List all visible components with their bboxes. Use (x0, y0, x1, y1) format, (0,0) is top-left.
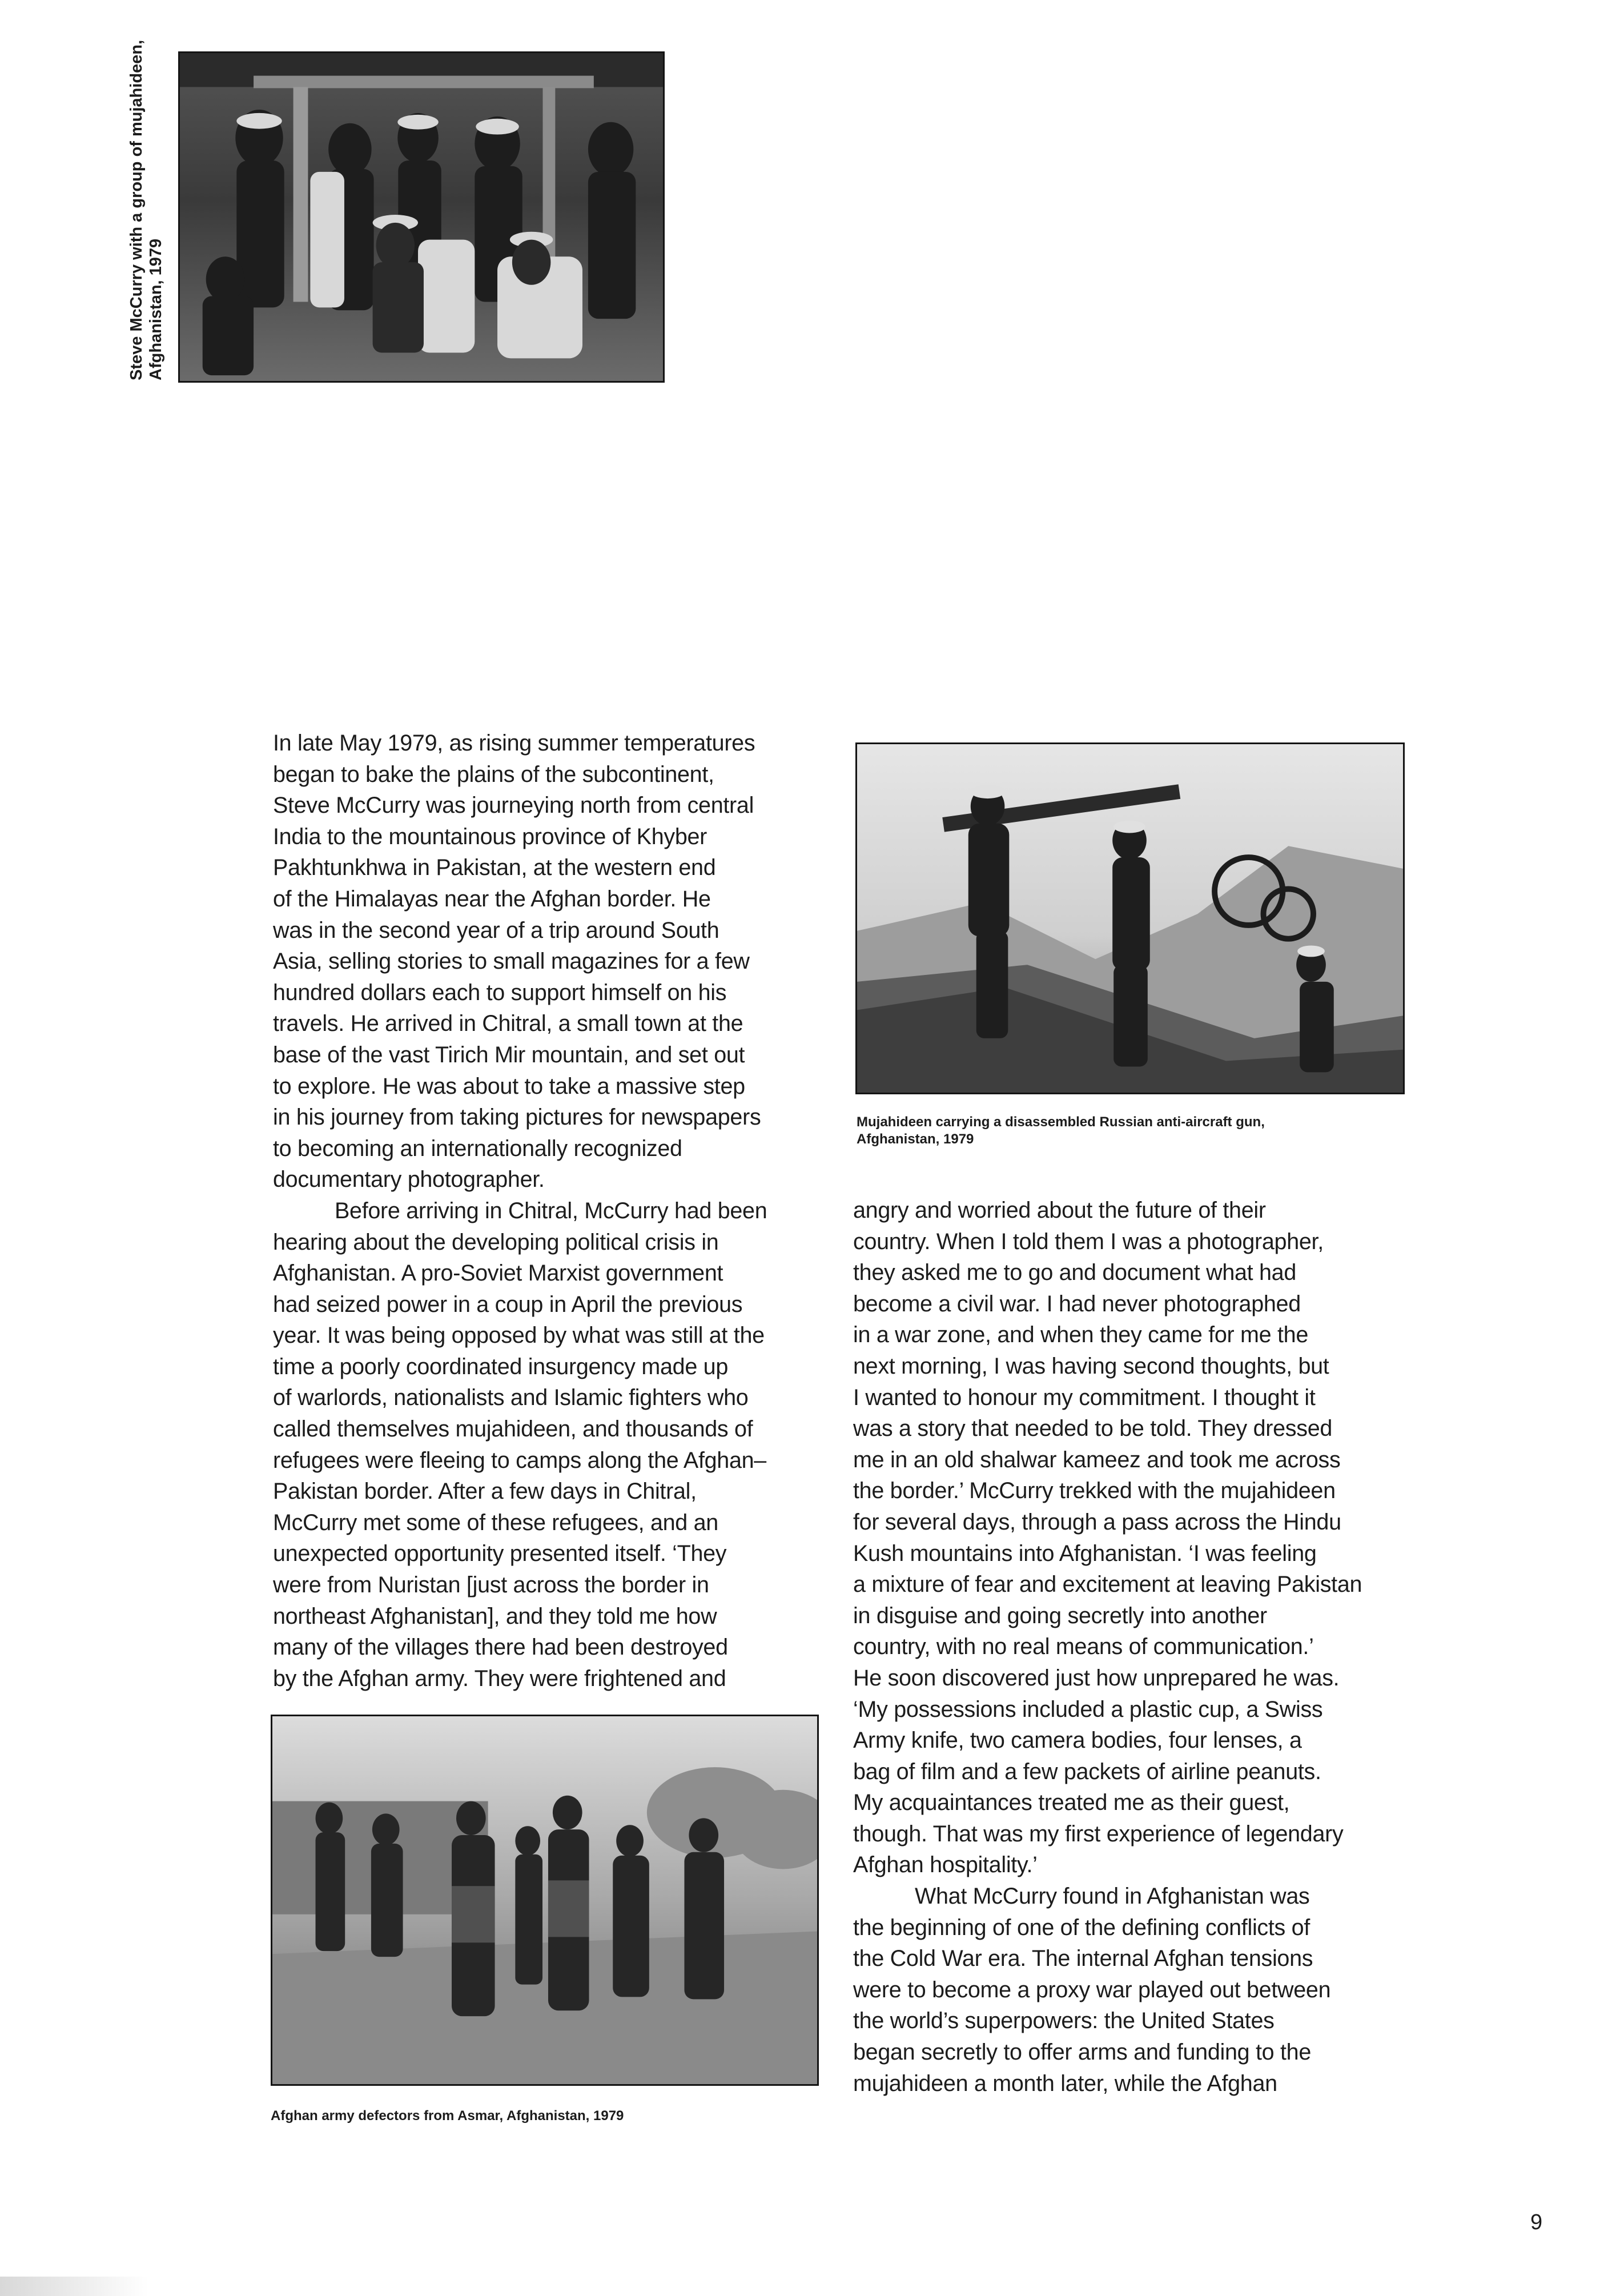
text-line: In late May 1979, as rising summer temperatures (273, 730, 755, 756)
text-line: India to the mountainous province of Khyber (273, 824, 707, 849)
text-line: began to bake the plains of the subcontinent, (273, 761, 714, 787)
text-line: for several days, through a pass across the Hindu (853, 1509, 1341, 1535)
text-line: time a poorly coordinated insurgency made up (273, 1354, 729, 1379)
text-line: Afghanistan. A pro-Soviet Marxist government (273, 1261, 723, 1286)
text-line: the world’s superpowers: the United States (853, 2008, 1275, 2034)
text-line: country. When I told them I was a photographer, (853, 1229, 1324, 1254)
photo-caption-mccurry-group (127, 39, 178, 380)
text-line: called themselves mujahideen, and thousands of (273, 1416, 753, 1442)
caption-line: Afghanistan, 1979 (857, 1131, 974, 1147)
text-line: refugees were fleeing to camps along the Afghan– (273, 1447, 766, 1473)
text-line: in disguise and going secretly into another (853, 1603, 1267, 1628)
text-line: the border.’ McCurry trekked with the mujahideen (853, 1478, 1336, 1504)
text-line: bag of film and a few packets of airline peanuts. (853, 1759, 1321, 1784)
text-line: Army knife, two camera bodies, four lenses, a (853, 1728, 1302, 1753)
text-line: were to become a proxy war played out between (853, 1977, 1331, 2002)
text-line: country, with no real means of communication.’ (853, 1634, 1314, 1660)
text-line: they asked me to go and document what had (853, 1260, 1297, 1286)
text-line: unexpected opportunity presented itself. ‘They (273, 1541, 727, 1567)
text-line: to explore. He was about to take a massive step (273, 1073, 745, 1099)
text-line: year. It was being opposed by what was still at the (273, 1323, 765, 1348)
text-line: was a story that needed to be told. They dressed (853, 1416, 1333, 1442)
caption-line: Steve McCurry with a group of mujahideen, (127, 39, 146, 380)
text-line: by the Afghan army. They were frightened and (273, 1665, 726, 1691)
text-line: Kush mountains into Afghanistan. ‘I was feeling (853, 1540, 1317, 1566)
text-line: What McCurry found in Afghanistan was (915, 1884, 1310, 1909)
text-line: northeast Afghanistan], and they told me how (273, 1603, 717, 1629)
text-line: began secretly to offer arms and funding to the (853, 2040, 1312, 2065)
text-line: next morning, I was having second thoughts, but (853, 1353, 1329, 1379)
text-line: Asia, selling stories to small magazines for a few (273, 949, 750, 974)
scan-edge-shadow (0, 2277, 148, 2296)
text-line: ‘My possessions included a plastic cup, a Swiss (853, 1696, 1323, 1722)
text-line: were from Nuristan [just across the border in (273, 1572, 709, 1598)
text-line: Steve McCurry was journeying north from central (273, 793, 754, 818)
text-line: had seized power in a coup in April the previous (273, 1291, 743, 1317)
text-line: McCurry met some of these refugees, and an (273, 1510, 718, 1535)
caption-line: Afghan army defectors from Asmar, Afghanistan, 1979 (271, 2108, 624, 2124)
text-line: hearing about the developing political crisis in (273, 1229, 719, 1255)
text-line: was in the second year of a trip around South (273, 917, 719, 943)
text-line: a mixture of fear and excitement at leaving Pakistan (853, 1572, 1362, 1597)
text-line: the beginning of one of the defining conflicts of (853, 1914, 1310, 1940)
text-line: travels. He arrived in Chitral, a small town at the (273, 1011, 743, 1037)
text-line: become a civil war. I had never photographed (853, 1291, 1301, 1316)
text-line: Before arriving in Chitral, McCurry had been (335, 1198, 767, 1223)
text-line: me in an old shalwar kameez and took me across (853, 1447, 1341, 1472)
photo-mccurry-with-mujahideen (178, 51, 665, 383)
photo-afghan-army-defectors (271, 1715, 819, 2086)
text-line: in his journey from taking pictures for newspapers (273, 1105, 761, 1130)
text-line: I wanted to honour my commitment. I thought it (853, 1384, 1316, 1410)
text-line: base of the vast Tirich Mir mountain, and set out (273, 1042, 745, 1067)
text-line: Afghan hospitality.’ (853, 1852, 1038, 1878)
caption-line: Mujahideen carrying a disassembled Russian anti-aircraft gun, (857, 1114, 1265, 1130)
body-text-column-1 (273, 728, 810, 1694)
text-line: mujahideen a month later, while the Afghan (853, 2070, 1277, 2096)
page-number: 9 (1530, 2210, 1543, 2234)
photo-anti-aircraft-gun (855, 742, 1405, 1094)
text-line: of the Himalayas near the Afghan border. He (273, 886, 711, 912)
text-line: to becoming an internationally recognized (273, 1135, 682, 1161)
caption-line: Afghanistan, 1979 (147, 238, 165, 380)
text-line: He soon discovered just how unprepared he was. (853, 1665, 1340, 1691)
text-line: though. That was my first experience of legendary (853, 1821, 1344, 1847)
text-line: many of the villages there had been destroyed (273, 1635, 728, 1660)
body-text-column-2 (853, 1195, 1401, 2099)
text-line: hundred dollars each to support himself on his (273, 980, 727, 1005)
text-line: My acquaintances treated me as their guest, (853, 1790, 1290, 1816)
text-line: of warlords, nationalists and Islamic fighters who (273, 1385, 749, 1411)
photo-caption-anti-aircraft-gun (857, 1114, 1265, 1148)
text-line: Pakhtunkhwa in Pakistan, at the western end (273, 855, 716, 881)
text-line: documentary photographer. (273, 1167, 545, 1193)
photo-caption-army-defectors (271, 2108, 624, 2125)
text-line: Pakistan border. After a few days in Chitral, (273, 1479, 697, 1504)
text-line: in a war zone, and when they came for me the (853, 1322, 1308, 1348)
text-line: angry and worried about the future of their (853, 1198, 1266, 1223)
text-line: the Cold War era. The internal Afghan tensions (853, 1946, 1313, 1972)
